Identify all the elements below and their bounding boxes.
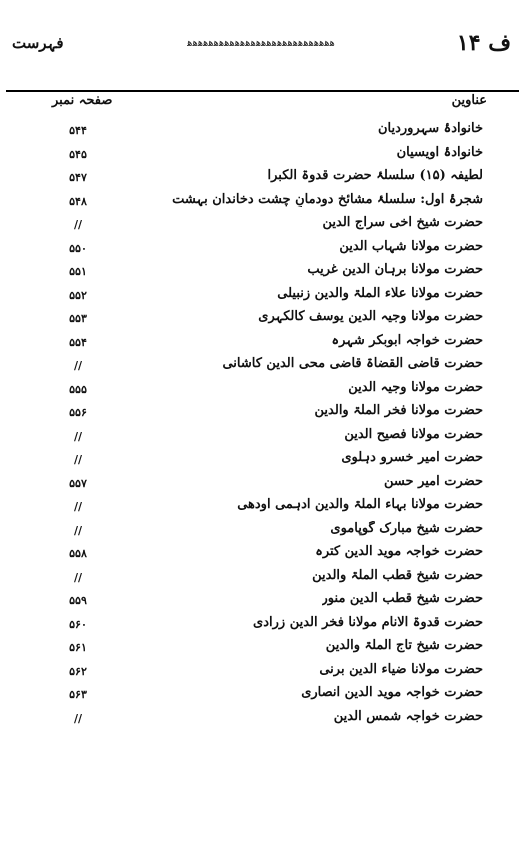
toc-entry-title: حضرت مولانا وجیہ الدین یوسف کالکہری: [258, 309, 483, 324]
toc-entry-page-number: //: [73, 570, 83, 584]
toc-entry: [0, 496, 525, 520]
toc-entry: [0, 167, 525, 191]
toc-entry-page-number: ۵۵۳: [69, 312, 87, 325]
toc-entry-page-number: ۵۵۲: [69, 288, 87, 302]
toc-entry-title: حضرت امیر حسن: [384, 473, 483, 489]
header-divider: [6, 90, 519, 92]
toc-entry: [0, 261, 525, 285]
toc-entry-page-number: ۵۴۵: [69, 147, 87, 161]
toc-entry-page-number: //: [73, 711, 83, 725]
toc-entry: [0, 238, 525, 262]
toc-entry-title: حضرت خواجہ موید الدین کترہ: [315, 544, 483, 559]
toc-entry-title: حضرت خواجہ شمس الدین: [333, 708, 483, 724]
page-number-column-heading: صفحہ نمبر: [52, 93, 113, 108]
toc-entry-page-number: ۵۴۴: [69, 124, 87, 137]
toc-entry-page-number: //: [73, 359, 83, 372]
toc-entry-title: حضرت مولانا برہان الدین غریب: [307, 262, 483, 277]
toc-entry-title: حضرت خواجہ ابوبکر شہرہ: [331, 332, 483, 348]
toc-entry: [0, 214, 525, 238]
toc-entry-page-number: ۵۶۳: [69, 688, 87, 701]
toc-entry: [0, 520, 525, 544]
toc-entry-page-number: ۵۶۱: [69, 641, 87, 654]
toc-entry-title: حضرت مولانا شہاب الدین: [339, 238, 483, 254]
toc-entry-page-number: //: [73, 218, 83, 231]
toc-entry-page-number: ۵۴۷: [69, 171, 87, 184]
titles-column-heading: عناوین: [451, 93, 487, 108]
toc-entry-title: حضرت مولانا ضیاء الدین برنی: [319, 661, 483, 677]
toc-entry-page-number: ۵۵۰: [69, 241, 87, 255]
toc-entry-page-number: ۵۵۵: [69, 382, 87, 396]
toc-entry: [0, 426, 525, 450]
toc-entry: [0, 332, 525, 356]
toc-entry-title: حضرت شیخ قطب الدین منور: [321, 591, 483, 606]
toc-entry-title: حضرت مولانا وجیہ الدین: [348, 379, 483, 395]
toc-entry-page-number: ۵۴۸: [69, 194, 87, 208]
toc-entry-title: حضرت مولانا بہاء الملۃ والدین ادہمی اودھی: [237, 497, 483, 512]
toc-entry-page-number: //: [73, 453, 83, 466]
toc-entry: [0, 379, 525, 403]
table-of-contents: [0, 120, 525, 731]
index-label: فہرست: [12, 34, 64, 52]
toc-entry: [0, 637, 525, 661]
toc-entry: [0, 355, 525, 379]
page-marker: ف ۱۴: [456, 30, 511, 56]
toc-entry: [0, 543, 525, 567]
toc-entry-title: حضرت شیخ قطب الملۃ والدین: [312, 567, 483, 583]
toc-entry-title: حضرت امیر خسرو دہلوی: [341, 450, 483, 465]
toc-entry-title: شجرۂ اول: سلسلۂ مشائخ دودمانِ چشت دخاندان بہشت: [172, 191, 483, 207]
toc-entry-page-number: ۵۶۰: [69, 617, 87, 631]
decorative-border: ﻫﻫﻫﻫﻫﻫﻫﻫﻫﻫﻫﻫﻫﻫﻫﻫﻫﻫﻫﻫﻫﻫﻫﻫﻫﻫﻫﻫ: [187, 38, 335, 49]
toc-entry: [0, 285, 525, 309]
toc-entry-title: حضرت مولانا فصیح الدین: [344, 426, 483, 442]
toc-entry-page-number: ۵۶۲: [69, 664, 87, 678]
toc-entry: [0, 449, 525, 473]
toc-entry-page-number: //: [73, 500, 83, 513]
toc-entry-page-number: ۵۵۱: [69, 265, 87, 278]
toc-entry-title: حضرت قدوۃ الانام مولانا فخر الدین زرادی: [253, 614, 483, 630]
toc-entry-page-number: ۵۵۴: [69, 335, 87, 349]
toc-entry-title: حضرت مولانا علاء الملۃ والدین زنبیلی: [277, 285, 483, 301]
toc-entry: [0, 708, 525, 732]
toc-entry-page-number: ۵۵۷: [69, 476, 87, 490]
toc-entry-page-number: ۵۵۶: [69, 406, 87, 419]
toc-entry: [0, 661, 525, 685]
toc-entry-title: حضرت مولانا فخر الملۃ والدین: [314, 403, 483, 418]
toc-entry: [0, 473, 525, 497]
toc-entry-title: لطیفہ (۱۵) سلسلۂ حضرت قدوۃ الکبرا: [267, 168, 483, 183]
toc-entry-title: خانوادۂ سہروردیان: [377, 121, 483, 136]
toc-entry: [0, 590, 525, 614]
toc-entry: [0, 308, 525, 332]
toc-entry: [0, 120, 525, 144]
toc-entry-page-number: ۵۵۸: [69, 547, 87, 560]
toc-entry-title: حضرت شیخ اخی سراج الدین: [322, 215, 483, 230]
toc-entry: [0, 191, 525, 215]
toc-entry-page-number: //: [73, 429, 83, 443]
toc-entry-page-number: //: [73, 523, 83, 537]
toc-entry-title: حضرت شیخ تاج الملۃ والدین: [325, 638, 483, 653]
toc-entry-title: حضرت خواجہ موید الدین انصاری: [301, 685, 483, 700]
toc-entry-title: حضرت قاضی القضاۃ قاضی محی الدین کاشانی: [222, 356, 483, 371]
toc-entry-title: خانوادۂ اویسیان: [396, 144, 483, 160]
toc-entry: [0, 684, 525, 708]
toc-entry-title: حضرت شیخ مبارک گوپاموی: [330, 520, 483, 536]
toc-entry: [0, 144, 525, 168]
toc-entry: [0, 402, 525, 426]
toc-entry-page-number: ۵۵۹: [69, 594, 87, 607]
toc-entry: [0, 614, 525, 638]
toc-entry: [0, 567, 525, 591]
